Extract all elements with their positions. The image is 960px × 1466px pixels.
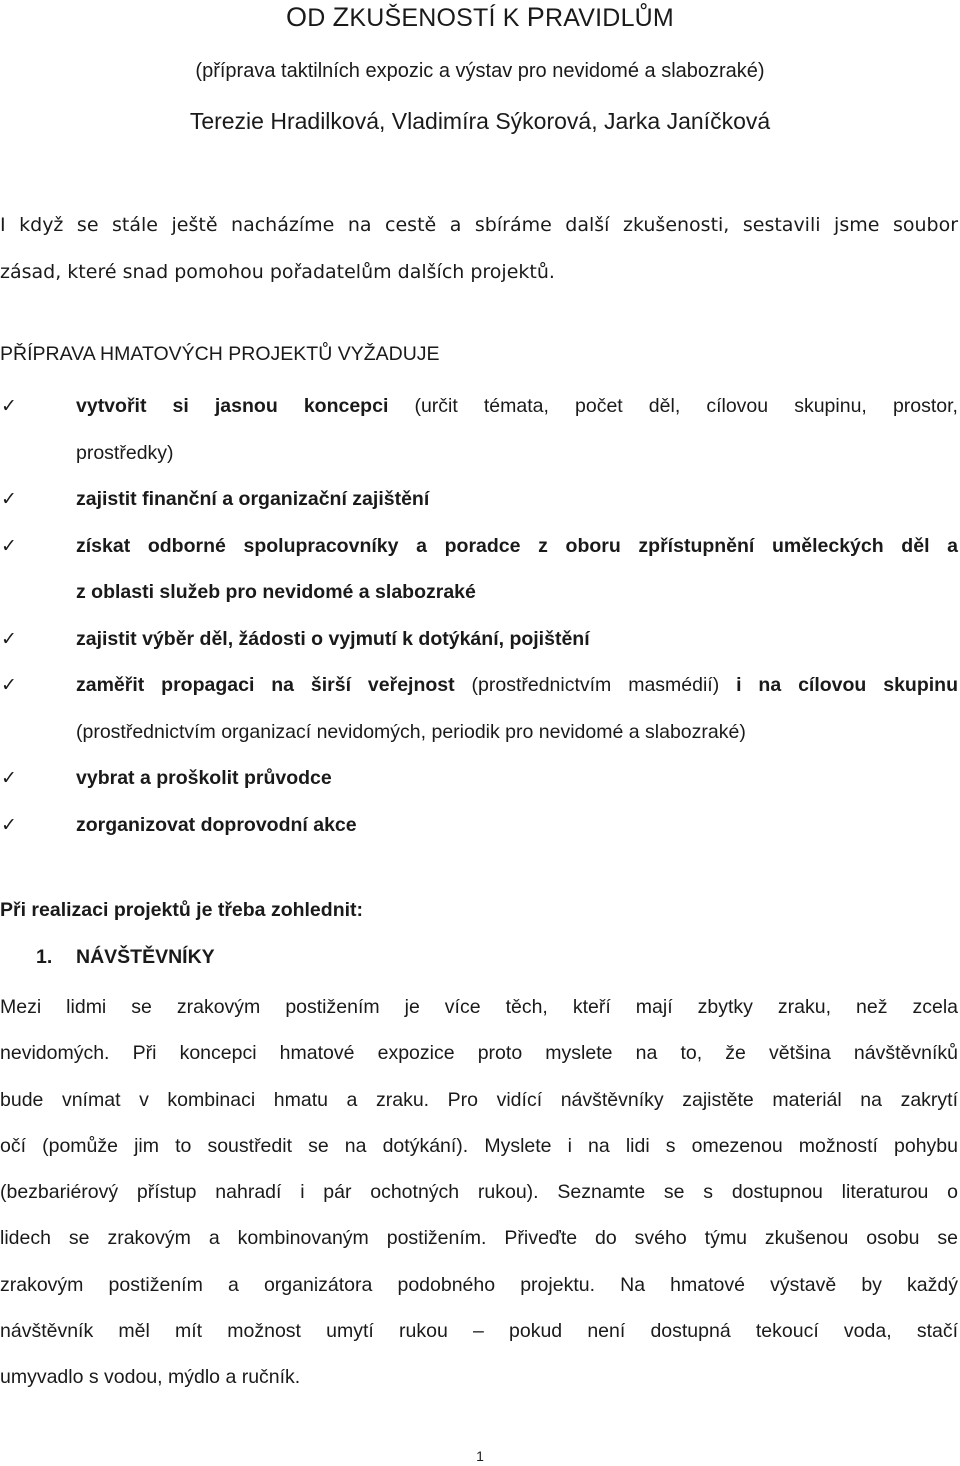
- title-part: K: [502, 4, 527, 32]
- page-number: 1: [476, 1448, 484, 1464]
- paragraph-line: (bezbariérový přístup nahradí i pár ochotných rukou). Seznamte se s dostupnou literaturou o: [0, 1181, 958, 1204]
- checklist-item-text: (prostřednictvím masmédií): [454, 674, 737, 696]
- check-icon: ✓: [1, 534, 17, 557]
- paragraph-line: lidech se zrakovým a kombinovaným postižením. Přiveďte do svého týmu zkušenou osobu se: [0, 1227, 958, 1250]
- title-initial-p: P: [526, 2, 546, 32]
- requirements-checklist: [0, 383, 958, 848]
- checklist-item-bold: zaměřit propagaci na širší veřejnost: [76, 674, 455, 696]
- checklist-item: [0, 616, 958, 663]
- section-heading-realization: Při realizaci projektů je třeba zohlednit:: [0, 899, 364, 921]
- intro-line: zásad, které snad pomohou pořadatelům dalších projektů.: [0, 261, 555, 283]
- title-part: RAVIDLŮM: [545, 4, 674, 32]
- heading-number: 1.: [36, 946, 53, 968]
- intro-paragraph: [0, 202, 958, 296]
- checklist-item-continuation: z oblasti služeb pro nevidomé a slabozraké: [76, 581, 476, 603]
- intro-line: I když se stále ještě nacházíme na cestě a sbíráme další zkušenosti, sestavili jsme soubor: [0, 214, 958, 236]
- paragraph-line: nevidomých. Při koncepci hmatové expozice proto myslete na to, že většina návštěvníků: [0, 1042, 958, 1065]
- section-heading-preparation: PŘÍPRAVA HMATOVÝCH PROJEKTŮ VYŽADUJE: [0, 343, 440, 365]
- check-icon: ✓: [1, 674, 17, 696]
- check-icon: ✓: [1, 767, 17, 789]
- checklist-item-bold: vybrat a proškolit průvodce: [76, 767, 332, 789]
- paragraph-line: Mezi lidmi se zrakovým postižením je více těch, kteří mají zbytky zraku, než zcela: [0, 996, 958, 1018]
- checklist-item: [0, 476, 958, 523]
- check-icon: ✓: [1, 488, 17, 510]
- checklist-item-bold: získat odborné spolupracovníky a poradce z oboru zpřístupnění uměleckých děl a: [76, 534, 958, 557]
- document-authors: Terezie Hradilková, Vladimíra Sýkorová, Jarka Janíčková: [189, 108, 771, 134]
- heading-visitors: NÁVŠTĚVNÍKY: [76, 946, 215, 968]
- paragraph-line: zrakovým postižením a organizátora podobného projektu. Na hmatové výstavě by každý: [0, 1273, 958, 1296]
- checklist-item-bold: zorganizovat doprovodní akce: [76, 813, 357, 836]
- paragraph-line: bude vnímat v kombinaci hmatu a zraku. Pro vidící návštěvníky zajistěte materiál na zakrytí: [0, 1088, 958, 1111]
- check-icon: ✓: [1, 395, 17, 417]
- checklist-item: [0, 755, 958, 802]
- checklist-item: [0, 662, 958, 755]
- check-icon: ✓: [1, 627, 17, 650]
- checklist-item-continuation: prostředky): [76, 441, 174, 464]
- visitors-paragraph: [0, 984, 958, 1401]
- checklist-item-line: [76, 662, 958, 709]
- checklist-item-bold: zajistit finanční a organizační zajištění: [76, 488, 430, 510]
- checklist-item-text: (určit témata, počet děl, cílovou skupinu, prostor,: [388, 395, 958, 417]
- checklist-item-bold: zajistit výběr děl, žádosti o vyjmutí k dotýkání, pojištění: [76, 627, 590, 650]
- paragraph-line: očí (pomůže jim to soustředit se na dotýkání). Myslete i na lidi s omezenou možností pohybu: [0, 1134, 958, 1157]
- checklist-item-bold: i na cílovou skupinu: [736, 674, 958, 696]
- checklist-item-line: [76, 383, 958, 430]
- document-subtitle: (příprava taktilních expozic a výstav pro nevidomé a slabozraké): [195, 60, 765, 82]
- title-part: KUŠENOSTÍ: [349, 4, 503, 32]
- title-initial-z: Z: [332, 2, 350, 32]
- checklist-item: [0, 523, 958, 616]
- title-initial-o: O: [286, 2, 308, 32]
- checklist-item-bold: vytvořit si jasnou koncepci: [76, 395, 389, 417]
- paragraph-line: návštěvník měl mít možnost umytí rukou – pokud není dostupná tekoucí voda, stačí: [0, 1320, 958, 1343]
- check-icon: ✓: [1, 813, 17, 836]
- title-part: D: [307, 4, 333, 32]
- document-title: [0, 2, 960, 33]
- checklist-item-continuation: (prostřednictvím organizací nevidomých, periodik pro nevidomé a slabozraké): [76, 720, 746, 743]
- checklist-item: [0, 383, 958, 476]
- checklist-item: [0, 802, 958, 849]
- paragraph-line: umyvadlo s vodou, mýdlo a ručník.: [0, 1366, 301, 1389]
